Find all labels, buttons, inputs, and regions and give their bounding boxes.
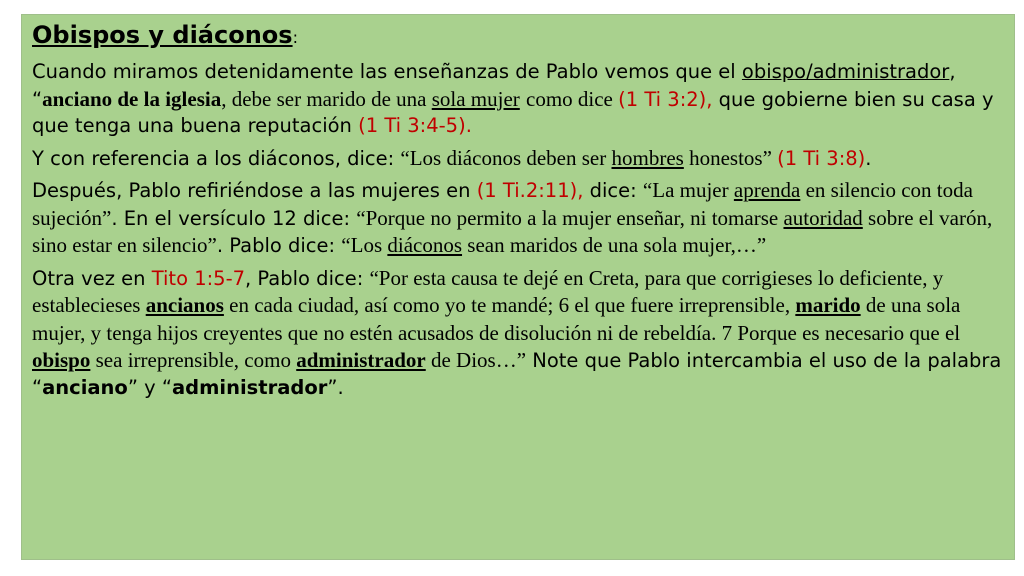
p4-anciano-word: anciano [42,375,128,399]
p1-text-c: , “ [32,60,956,111]
slide-content [32,19,1002,406]
p3-aprenda: aprenda [733,178,801,202]
p4-administrador-word: administrador [172,375,328,399]
title-colon: : [292,28,298,47]
p3-quote-1-start: “La mujer [642,178,734,202]
p2-ref-1ti-3-8: (1 Ti 3:8) [777,146,866,170]
p2-text-a: Y con referencia a los diáconos, dice: [32,146,401,170]
paragraph-3 [32,177,1002,260]
p3-text-a: Después, Pablo refiriéndose a las mujeres en [32,179,477,202]
p4-administrador: administrador [296,348,426,372]
p4-marido: marido [795,293,861,317]
p1-text-g: como dice [526,86,619,111]
p4-ancianos: ancianos [145,293,224,317]
p3-autoridad: autoridad [783,205,863,230]
p4-ref-tito-1-5-7: Tito 1:5-7 [151,266,246,290]
p4-text-m: Note que Pablo intercambia el uso de la palabra “ [32,349,1002,399]
p3-text-g: . En el versículo 12 dice: [111,206,357,230]
p1-text-i: que gobierne bien su casa y que tenga una buena reputación [32,87,994,137]
p4-quote-l: de Dios…” [425,348,527,372]
p3-text-c: dice: [583,179,643,202]
p1-obispo-administrador: obispo/administrador [741,60,950,83]
p3-text-k: . Pablo dice: [216,234,342,257]
p4-text-a: Otra vez en [32,266,152,290]
p1-ref-1ti-3-2: (1 Ti 3:2), [618,87,713,111]
p1-sola-mujer: sola mujer [431,86,520,111]
p3-quote-3-start: “Los [341,233,388,257]
paragraph-1 [32,59,1002,140]
p3-diaconos: diáconos [387,233,463,257]
p3-quote-1-end: en silencio con toda sujeción” [32,178,973,230]
p4-quote-f: en cada ciudad, así como yo te mandé; 6 el que fuere irreprensible, [223,293,796,317]
p4-quote-h: de una sola mujer, y tenga hijos creyentes que no estén acusados de disolución ni de rebeldía. 7 Porque es necesario que el [32,293,961,345]
p2-period: . [865,146,872,170]
p4-text-c: , Pablo dice: [245,266,370,290]
p3-quote-2-end: sobre el varón, sino estar en silencio” [32,205,993,257]
p1-anciano-iglesia: anciano de la iglesia [42,86,222,111]
p3-quote-2-start: “Porque no permito a la mujer enseñar, ni tomarse [356,205,784,230]
p3-ref-1ti-2-11: (1 Ti.2:11), [476,179,584,202]
p4-text-q: ”. [327,375,344,399]
slide-content-box [21,14,1015,560]
p2-quote-end: honestos” [683,145,778,170]
p4-quote-d: “Por esta causa te dejé en Creta, para que corrigieses lo deficiente, y establecieses [32,265,944,317]
p4-quote-j: sea irreprensible, como [90,348,297,372]
slide-title [32,19,1002,54]
p4-obispo: obispo [32,348,91,372]
title-text: Obispos y diáconos [32,21,293,49]
p2-quote-start: “Los diáconos deben ser [400,145,612,170]
p1-text-a: Cuando miramos detenidamente las enseñanzas de Pablo vemos que el [32,60,736,83]
p1-ref-1ti-3-4-5: (1 Ti 3:4-5). [358,114,472,137]
p3-quote-3-end: sean maridos de una sola mujer,…” [462,233,767,257]
p4-text-o: ” y “ [127,375,172,399]
p2-hombres: hombres [611,145,684,170]
paragraph-2 [32,145,1002,173]
paragraph-4 [32,265,1002,402]
p1-text-e: , debe ser marido de una [221,86,432,111]
